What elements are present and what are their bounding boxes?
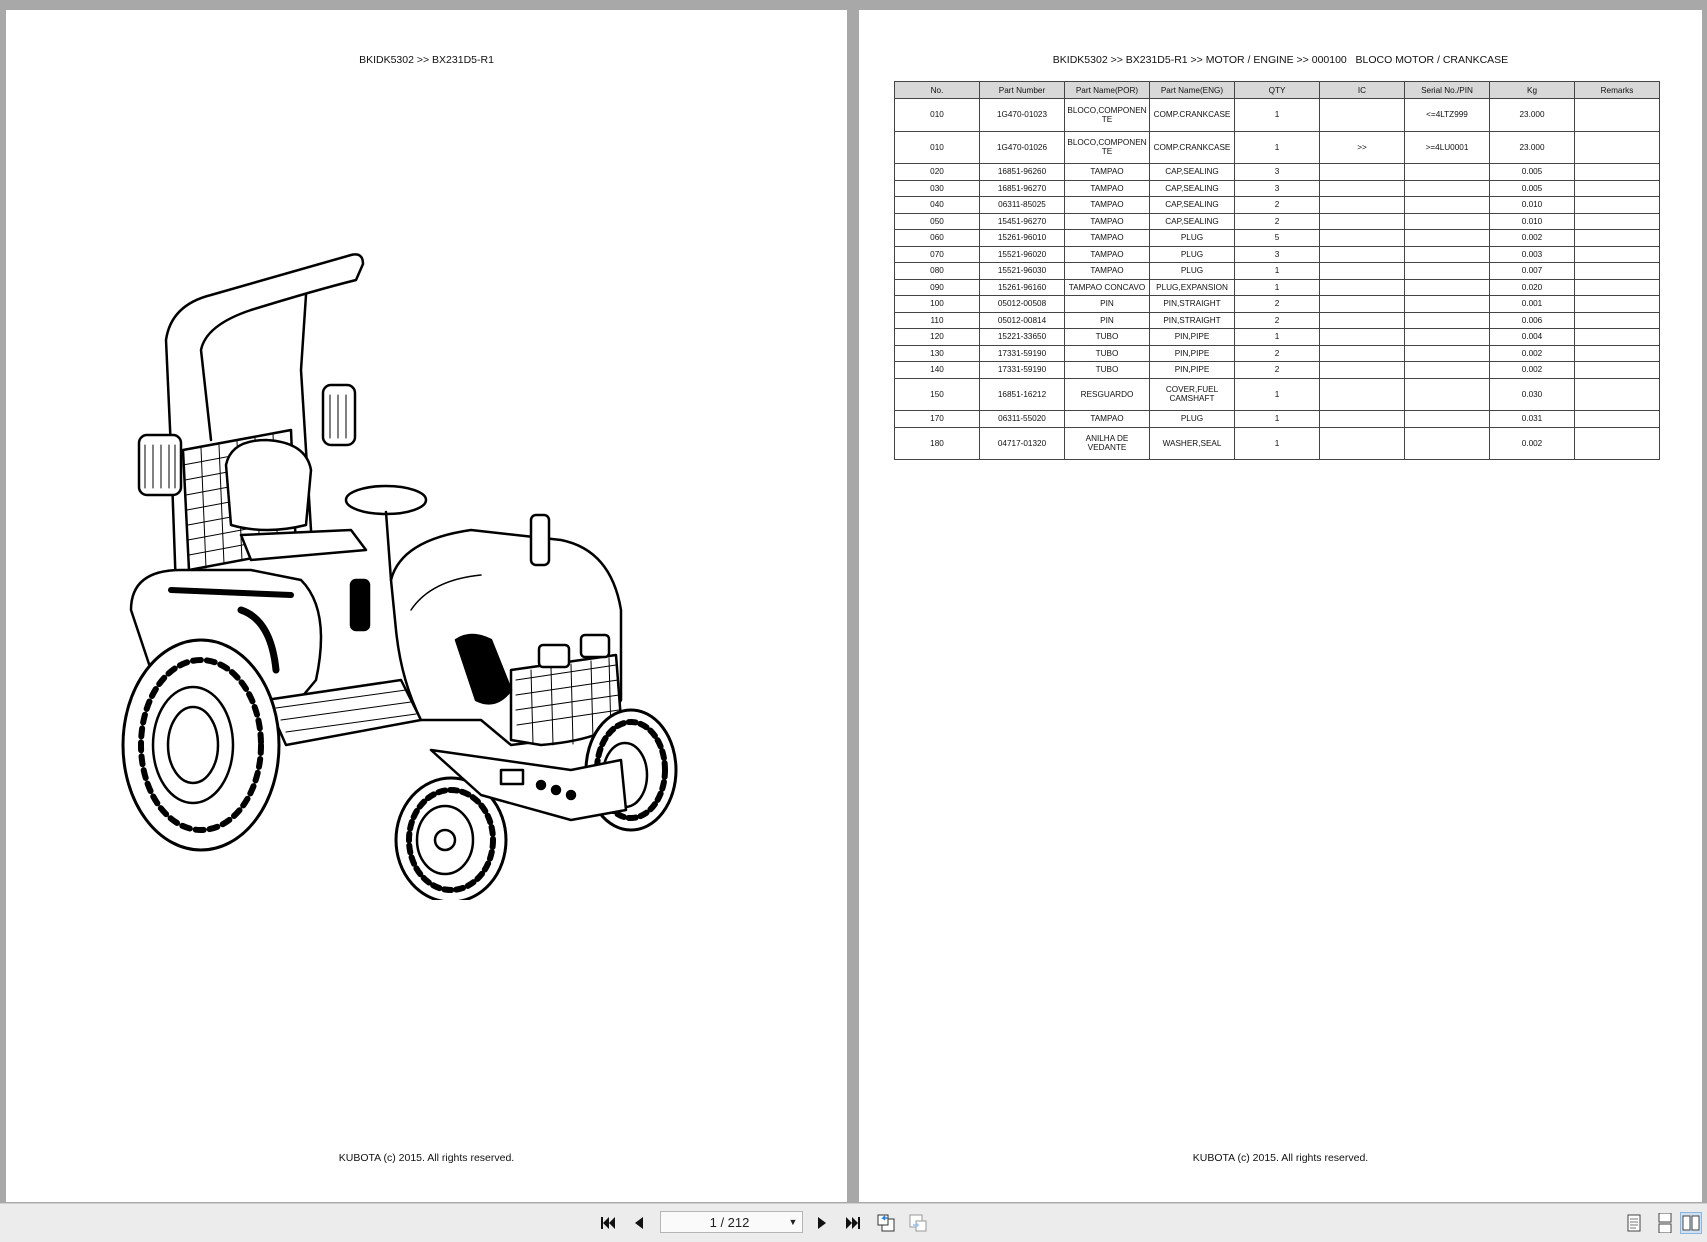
cell-qty: 1 <box>1235 99 1320 132</box>
column-header-part-name-por: Part Name(POR) <box>1065 82 1150 99</box>
cell-part-number: 16851-96260 <box>980 164 1065 181</box>
cell-part-name-eng: PIN,PIPE <box>1150 329 1235 346</box>
cell-part-number: 04717-01320 <box>980 427 1065 460</box>
cell-qty: 3 <box>1235 164 1320 181</box>
cell-remarks <box>1575 230 1660 247</box>
table-row <box>895 213 1660 230</box>
cell-ic <box>1320 378 1405 411</box>
cell-part-number: 15521-96030 <box>980 263 1065 280</box>
cell-part-name-por: RESGUARDO <box>1065 378 1150 411</box>
cell-remarks <box>1575 131 1660 164</box>
cell-no: 130 <box>895 345 980 362</box>
cell-serial: >=4LU0001 <box>1405 131 1490 164</box>
cell-no: 070 <box>895 246 980 263</box>
cell-serial <box>1405 296 1490 313</box>
cell-qty: 3 <box>1235 246 1320 263</box>
cell-serial <box>1405 312 1490 329</box>
cell-ic <box>1320 246 1405 263</box>
next-view-icon[interactable] <box>907 1212 929 1234</box>
cell-remarks <box>1575 345 1660 362</box>
right-page-footer: KUBOTA (c) 2015. All rights reserved. <box>1192 1152 1369 1164</box>
cell-part-name-por: TAMPAO <box>1065 197 1150 214</box>
cell-kg: 0.002 <box>1490 427 1575 460</box>
cell-remarks <box>1575 312 1660 329</box>
cell-no: 120 <box>895 329 980 346</box>
cell-ic <box>1320 362 1405 379</box>
cell-remarks <box>1575 329 1660 346</box>
cell-part-number: 16851-96270 <box>980 180 1065 197</box>
cell-ic <box>1320 312 1405 329</box>
cell-qty: 2 <box>1235 312 1320 329</box>
cell-kg: 0.007 <box>1490 263 1575 280</box>
cell-ic <box>1320 411 1405 428</box>
cell-ic <box>1320 213 1405 230</box>
cell-qty: 1 <box>1235 378 1320 411</box>
cell-no: 020 <box>895 164 980 181</box>
cell-serial <box>1405 329 1490 346</box>
cell-serial <box>1405 279 1490 296</box>
cell-remarks <box>1575 279 1660 296</box>
column-header-no: No. <box>895 82 980 99</box>
cell-qty: 2 <box>1235 296 1320 313</box>
previous-page-icon[interactable] <box>628 1212 650 1234</box>
cell-part-number: 15261-96160 <box>980 279 1065 296</box>
cell-qty: 1 <box>1235 263 1320 280</box>
cell-remarks <box>1575 180 1660 197</box>
table-row <box>895 312 1660 329</box>
cell-no: 140 <box>895 362 980 379</box>
left-page-header: BKIDK5302 >> BX231D5-R1 <box>359 54 494 66</box>
table-row <box>895 99 1660 132</box>
cell-kg: 0.010 <box>1490 197 1575 214</box>
cell-part-number: 1G470-01023 <box>980 99 1065 132</box>
column-header-part-number: Part Number <box>980 82 1065 99</box>
table-header-row <box>895 82 1660 99</box>
cell-remarks <box>1575 99 1660 132</box>
cell-qty: 5 <box>1235 230 1320 247</box>
cell-remarks <box>1575 164 1660 181</box>
table-row <box>895 246 1660 263</box>
column-header-ic: IC <box>1320 82 1405 99</box>
cell-qty: 2 <box>1235 213 1320 230</box>
cell-part-name-eng: PIN,STRAIGHT <box>1150 312 1235 329</box>
single-page-view-icon[interactable] <box>1623 1212 1645 1234</box>
cell-part-number: 1G470-01026 <box>980 131 1065 164</box>
cell-kg: 0.030 <box>1490 378 1575 411</box>
cell-no: 010 <box>895 99 980 132</box>
cell-ic <box>1320 279 1405 296</box>
cell-no: 110 <box>895 312 980 329</box>
table-row <box>895 329 1660 346</box>
table-row <box>895 411 1660 428</box>
column-header-remarks: Remarks <box>1575 82 1660 99</box>
cell-kg: 0.002 <box>1490 345 1575 362</box>
cell-remarks <box>1575 411 1660 428</box>
right-page-header: BKIDK5302 >> BX231D5-R1 >> MOTOR / ENGINE >> 000100 BLOCO MOTOR / CRANKCASE <box>1052 54 1509 66</box>
last-page-icon[interactable] <box>842 1212 864 1234</box>
cell-part-name-eng: COVER,FUEL CAMSHAFT <box>1150 378 1235 411</box>
tractor-illustration <box>101 250 701 900</box>
cell-serial: <=4LTZ999 <box>1405 99 1490 132</box>
right-page <box>859 10 1702 1202</box>
cell-part-number: 17331-59190 <box>980 345 1065 362</box>
cell-part-number: 15261-96010 <box>980 230 1065 247</box>
column-header-qty: QTY <box>1235 82 1320 99</box>
cell-qty: 1 <box>1235 427 1320 460</box>
cell-remarks <box>1575 246 1660 263</box>
cell-part-name-eng: PLUG,EXPANSION <box>1150 279 1235 296</box>
cell-ic <box>1320 263 1405 280</box>
cell-qty: 3 <box>1235 180 1320 197</box>
cell-serial <box>1405 427 1490 460</box>
cell-kg: 0.004 <box>1490 329 1575 346</box>
cell-kg: 0.010 <box>1490 213 1575 230</box>
cell-remarks <box>1575 263 1660 280</box>
cell-ic: >> <box>1320 131 1405 164</box>
cell-qty: 2 <box>1235 197 1320 214</box>
cell-no: 040 <box>895 197 980 214</box>
cell-kg: 0.003 <box>1490 246 1575 263</box>
cell-serial <box>1405 197 1490 214</box>
cell-kg: 0.001 <box>1490 296 1575 313</box>
cell-qty: 2 <box>1235 345 1320 362</box>
table-row <box>895 131 1660 164</box>
cell-part-name-eng: COMP.CRANKCASE <box>1150 131 1235 164</box>
cell-part-name-eng: CAP,SEALING <box>1150 197 1235 214</box>
cell-part-name-por: TAMPAO <box>1065 263 1150 280</box>
cell-part-name-por: TAMPAO <box>1065 246 1150 263</box>
cell-serial <box>1405 362 1490 379</box>
cell-no: 060 <box>895 230 980 247</box>
cell-kg: 0.031 <box>1490 411 1575 428</box>
cell-no: 100 <box>895 296 980 313</box>
column-header-serial: Serial No./PIN <box>1405 82 1490 99</box>
cell-part-name-eng: PIN,STRAIGHT <box>1150 296 1235 313</box>
cell-part-name-por: TAMPAO <box>1065 411 1150 428</box>
cell-part-name-por: TAMPAO <box>1065 180 1150 197</box>
column-header-kg: Kg <box>1490 82 1575 99</box>
cell-part-name-eng: PLUG <box>1150 246 1235 263</box>
cell-kg: 0.006 <box>1490 312 1575 329</box>
cell-serial <box>1405 230 1490 247</box>
cell-serial <box>1405 345 1490 362</box>
cell-kg: 0.002 <box>1490 362 1575 379</box>
cell-part-name-eng: PIN,PIPE <box>1150 362 1235 379</box>
cell-serial <box>1405 263 1490 280</box>
cell-no: 150 <box>895 378 980 411</box>
table-row <box>895 197 1660 214</box>
cell-no: 010 <box>895 131 980 164</box>
table-row <box>895 263 1660 280</box>
cell-part-number: 15451-96270 <box>980 213 1065 230</box>
cell-part-name-eng: CAP,SEALING <box>1150 164 1235 181</box>
next-page-icon[interactable] <box>811 1212 833 1234</box>
parts-table <box>894 81 1660 460</box>
cell-remarks <box>1575 362 1660 379</box>
cell-qty: 2 <box>1235 362 1320 379</box>
cell-ic <box>1320 230 1405 247</box>
cell-part-name-por: TUBO <box>1065 329 1150 346</box>
cell-part-number: 06311-85025 <box>980 197 1065 214</box>
cell-kg: 0.020 <box>1490 279 1575 296</box>
cell-no: 090 <box>895 279 980 296</box>
cell-qty: 1 <box>1235 131 1320 164</box>
page-number-field[interactable] <box>660 1211 803 1233</box>
table-row <box>895 362 1660 379</box>
left-page <box>6 10 847 1202</box>
cell-part-name-por: BLOCO,COMPONEN TE <box>1065 131 1150 164</box>
cell-kg: 23.000 <box>1490 99 1575 132</box>
cell-ic <box>1320 427 1405 460</box>
cell-part-name-eng: CAP,SEALING <box>1150 180 1235 197</box>
page-indicator: 1 / 212 <box>709 1214 750 1230</box>
cell-part-number: 15521-96020 <box>980 246 1065 263</box>
cell-part-number: 05012-00814 <box>980 312 1065 329</box>
cell-serial <box>1405 246 1490 263</box>
cell-ic <box>1320 329 1405 346</box>
cell-part-name-por: TUBO <box>1065 345 1150 362</box>
previous-view-icon[interactable] <box>875 1212 897 1234</box>
cell-kg: 0.005 <box>1490 180 1575 197</box>
cell-part-number: 15221-33650 <box>980 329 1065 346</box>
cell-part-number: 16851-16212 <box>980 378 1065 411</box>
cell-remarks <box>1575 197 1660 214</box>
left-page-footer: KUBOTA (c) 2015. All rights reserved. <box>338 1152 515 1164</box>
cell-qty: 1 <box>1235 411 1320 428</box>
cell-remarks <box>1575 378 1660 411</box>
cell-ic <box>1320 345 1405 362</box>
cell-part-number: 05012-00508 <box>980 296 1065 313</box>
table-row <box>895 279 1660 296</box>
cell-part-name-eng: CAP,SEALING <box>1150 213 1235 230</box>
cell-part-number: 06311-55020 <box>980 411 1065 428</box>
cell-serial <box>1405 378 1490 411</box>
cell-serial <box>1405 213 1490 230</box>
cell-part-name-por: PIN <box>1065 296 1150 313</box>
cell-part-name-eng: PLUG <box>1150 411 1235 428</box>
cell-serial <box>1405 180 1490 197</box>
first-page-icon[interactable] <box>597 1212 619 1234</box>
cell-qty: 1 <box>1235 279 1320 296</box>
table-row <box>895 164 1660 181</box>
chevron-down-icon[interactable]: ▼ <box>788 1217 798 1227</box>
table-row <box>895 345 1660 362</box>
cell-part-name-por: ANILHA DE VEDANTE <box>1065 427 1150 460</box>
cell-part-name-por: BLOCO,COMPONEN TE <box>1065 99 1150 132</box>
table-row <box>895 230 1660 247</box>
table-row <box>895 427 1660 460</box>
cell-ic <box>1320 164 1405 181</box>
continuous-view-icon[interactable] <box>1654 1212 1676 1234</box>
cell-qty: 1 <box>1235 329 1320 346</box>
cell-no: 170 <box>895 411 980 428</box>
cell-remarks <box>1575 296 1660 313</box>
two-page-view-icon[interactable] <box>1680 1212 1702 1234</box>
cell-part-name-eng: PLUG <box>1150 230 1235 247</box>
cell-ic <box>1320 296 1405 313</box>
cell-serial <box>1405 411 1490 428</box>
cell-serial <box>1405 164 1490 181</box>
cell-kg: 23.000 <box>1490 131 1575 164</box>
cell-part-name-por: TAMPAO <box>1065 213 1150 230</box>
cell-remarks <box>1575 213 1660 230</box>
table-row <box>895 296 1660 313</box>
cell-part-name-por: TUBO <box>1065 362 1150 379</box>
cell-ic <box>1320 180 1405 197</box>
cell-kg: 0.002 <box>1490 230 1575 247</box>
table-row <box>895 180 1660 197</box>
cell-part-name-eng: PIN,PIPE <box>1150 345 1235 362</box>
table-row <box>895 378 1660 411</box>
cell-part-name-por: TAMPAO <box>1065 230 1150 247</box>
cell-part-name-por: TAMPAO <box>1065 164 1150 181</box>
cell-part-name-por: PIN <box>1065 312 1150 329</box>
cell-part-name-eng: WASHER,SEAL <box>1150 427 1235 460</box>
cell-part-name-por: TAMPAO CONCAVO <box>1065 279 1150 296</box>
cell-kg: 0.005 <box>1490 164 1575 181</box>
cell-no: 030 <box>895 180 980 197</box>
cell-no: 050 <box>895 213 980 230</box>
cell-part-number: 17331-59190 <box>980 362 1065 379</box>
cell-no: 080 <box>895 263 980 280</box>
cell-no: 180 <box>895 427 980 460</box>
cell-ic <box>1320 99 1405 132</box>
viewer-toolbar <box>0 1203 1707 1242</box>
cell-ic <box>1320 197 1405 214</box>
cell-part-name-eng: COMP.CRANKCASE <box>1150 99 1235 132</box>
column-header-part-name-eng: Part Name(ENG) <box>1150 82 1235 99</box>
cell-remarks <box>1575 427 1660 460</box>
cell-part-name-eng: PLUG <box>1150 263 1235 280</box>
